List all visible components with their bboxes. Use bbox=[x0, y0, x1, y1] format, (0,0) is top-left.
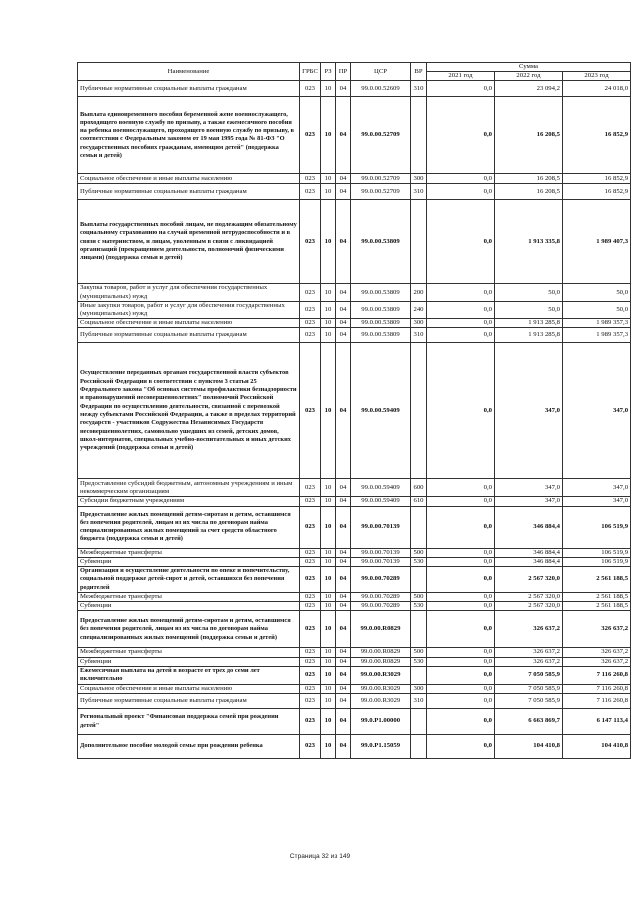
row-vr bbox=[411, 343, 427, 479]
row-value-2022: 346 884,4 bbox=[495, 548, 563, 557]
row-pr: 04 bbox=[336, 174, 351, 184]
row-rz: 10 bbox=[321, 284, 336, 301]
row-rz: 10 bbox=[321, 593, 336, 602]
row-name: Предоставление жилых помещений детям-сиротам и детям, оставшимся без попечения родителей, лицам из их числа по договорам найма специализированных жилых помещений за счет средств областного бюджета (поддержка семьи и детей) bbox=[78, 506, 300, 548]
row-value-2021: 0,0 bbox=[427, 497, 495, 506]
row-value-2022: 2 567 320,0 bbox=[495, 602, 563, 611]
row-name: Межбюджетные трансферты bbox=[78, 548, 300, 557]
row-rz: 10 bbox=[321, 328, 336, 343]
row-value-2023: 16 852,9 bbox=[563, 174, 631, 184]
row-value-2021: 0,0 bbox=[427, 657, 495, 666]
row-grbs: 023 bbox=[300, 666, 321, 684]
row-vr: 200 bbox=[411, 284, 427, 301]
table-row bbox=[78, 611, 631, 648]
row-name: Ежемесячная выплата на детей в возрасте от трех до семи лет включительно bbox=[78, 666, 300, 684]
row-grbs: 023 bbox=[300, 611, 321, 648]
row-rz: 10 bbox=[321, 735, 336, 759]
row-value-2023: 24 018,0 bbox=[563, 81, 631, 97]
row-pr: 04 bbox=[336, 200, 351, 284]
row-value-2021: 0,0 bbox=[427, 479, 495, 497]
row-name: Иные закупки товаров, работ и услуг для обеспечения государственных (муниципальных) нужд bbox=[78, 301, 300, 318]
row-grbs: 023 bbox=[300, 301, 321, 318]
header-csr: ЦСР bbox=[351, 63, 411, 81]
row-name: Субсидии бюджетным учреждениям bbox=[78, 497, 300, 506]
row-grbs: 023 bbox=[300, 694, 321, 709]
row-value-2022: 23 094,2 bbox=[495, 81, 563, 97]
row-grbs: 023 bbox=[300, 548, 321, 557]
row-pr: 04 bbox=[336, 648, 351, 657]
row-value-2023: 326 637,2 bbox=[563, 611, 631, 648]
table-row bbox=[78, 666, 631, 684]
row-rz: 10 bbox=[321, 343, 336, 479]
row-vr: 310 bbox=[411, 328, 427, 343]
row-name: Субвенции bbox=[78, 602, 300, 611]
row-pr: 04 bbox=[336, 557, 351, 566]
row-value-2022: 347,0 bbox=[495, 343, 563, 479]
table-row bbox=[78, 567, 631, 593]
table-row bbox=[78, 709, 631, 735]
row-vr bbox=[411, 567, 427, 593]
table-row bbox=[78, 593, 631, 602]
row-value-2023: 1 989 357,3 bbox=[563, 319, 631, 328]
row-grbs: 023 bbox=[300, 174, 321, 184]
row-value-2021: 0,0 bbox=[427, 301, 495, 318]
row-rz: 10 bbox=[321, 648, 336, 657]
row-csr: 99.0.00.R0829 bbox=[351, 648, 411, 657]
row-grbs: 023 bbox=[300, 97, 321, 174]
row-grbs: 023 bbox=[300, 81, 321, 97]
row-pr: 04 bbox=[336, 694, 351, 709]
row-grbs: 023 bbox=[300, 319, 321, 328]
row-name: Публичные нормативные социальные выплаты гражданам bbox=[78, 184, 300, 200]
row-grbs: 023 bbox=[300, 328, 321, 343]
row-value-2021: 0,0 bbox=[427, 602, 495, 611]
row-value-2022: 104 410,8 bbox=[495, 735, 563, 759]
row-pr: 04 bbox=[336, 81, 351, 97]
row-csr: 99.0.00.70289 bbox=[351, 567, 411, 593]
row-value-2021: 0,0 bbox=[427, 694, 495, 709]
header-pr: ПР bbox=[336, 63, 351, 81]
row-csr: 99.0.00.70139 bbox=[351, 548, 411, 557]
row-value-2021: 0,0 bbox=[427, 593, 495, 602]
row-csr: 99.0.00.R3029 bbox=[351, 666, 411, 684]
row-value-2023: 16 852,9 bbox=[563, 97, 631, 174]
row-rz: 10 bbox=[321, 709, 336, 735]
row-name: Межбюджетные трансферты bbox=[78, 648, 300, 657]
row-grbs: 023 bbox=[300, 735, 321, 759]
row-vr bbox=[411, 666, 427, 684]
row-name: Осуществление переданных органам государственной власти субъектов Российской Федерации в соответствии с пунктом 3 статьи 25 Федерального закона "Об основах системы профилактики безнадзорности и правонарушений несовершеннолетних" полномочий Российской Федерации по осуществлению деятельности, связанной с перевозкой между субъектами Российской Федерации, а также в пределах территорий государств - участников Содружества Независимых Государств несовершеннолетних, самовольно ушедших из семей, детских домов, школ-интернатов, специальных учебно-воспитательных и иных детских учреждений (поддержка семьи и детей) bbox=[78, 343, 300, 479]
row-name: Субвенции bbox=[78, 557, 300, 566]
row-name: Выплаты государственных пособий лицам, не подлежащим обязательному социальному страхованию на случай временной нетрудоспособности и в связи с материнством, и лицам, уволенным в связи с ликвидацией организаций (прекращением деятельности, полномочий физическими лицами) (поддержка семьи и детей) bbox=[78, 200, 300, 284]
row-value-2021: 0,0 bbox=[427, 684, 495, 693]
row-value-2023: 347,0 bbox=[563, 479, 631, 497]
row-name: Публичные нормативные социальные выплаты гражданам bbox=[78, 328, 300, 343]
row-csr: 99.0.00.70139 bbox=[351, 557, 411, 566]
table-row bbox=[78, 648, 631, 657]
row-name: Публичные нормативные социальные выплаты гражданам bbox=[78, 81, 300, 97]
table-row bbox=[78, 479, 631, 497]
row-pr: 04 bbox=[336, 284, 351, 301]
row-pr: 04 bbox=[336, 97, 351, 174]
row-value-2022: 7 050 585,9 bbox=[495, 694, 563, 709]
row-value-2022: 347,0 bbox=[495, 479, 563, 497]
table-row bbox=[78, 184, 631, 200]
row-value-2022: 50,0 bbox=[495, 301, 563, 318]
row-value-2023: 7 116 260,8 bbox=[563, 694, 631, 709]
row-csr: 99.0.00.59409 bbox=[351, 497, 411, 506]
row-value-2021: 0,0 bbox=[427, 97, 495, 174]
row-grbs: 023 bbox=[300, 567, 321, 593]
table-row bbox=[78, 735, 631, 759]
header-grbs: ГРБС bbox=[300, 63, 321, 81]
row-value-2021: 0,0 bbox=[427, 284, 495, 301]
row-vr: 310 bbox=[411, 694, 427, 709]
row-value-2021: 0,0 bbox=[427, 81, 495, 97]
row-grbs: 023 bbox=[300, 648, 321, 657]
table-row bbox=[78, 301, 631, 318]
row-pr: 04 bbox=[336, 735, 351, 759]
row-rz: 10 bbox=[321, 548, 336, 557]
row-value-2023: 326 637,2 bbox=[563, 657, 631, 666]
row-name: Публичные нормативные социальные выплаты гражданам bbox=[78, 694, 300, 709]
row-vr bbox=[411, 735, 427, 759]
row-vr: 300 bbox=[411, 319, 427, 328]
row-value-2023: 106 519,9 bbox=[563, 506, 631, 548]
row-name: Предоставление субсидий бюджетным, автономным учреждениям и иным некоммерческим организациям bbox=[78, 479, 300, 497]
row-value-2021: 0,0 bbox=[427, 648, 495, 657]
row-value-2021: 0,0 bbox=[427, 506, 495, 548]
row-vr: 600 bbox=[411, 479, 427, 497]
row-csr: 99.0.00.R3029 bbox=[351, 684, 411, 693]
row-pr: 04 bbox=[336, 666, 351, 684]
row-rz: 10 bbox=[321, 694, 336, 709]
row-csr: 99.0.00.53809 bbox=[351, 200, 411, 284]
table-row bbox=[78, 602, 631, 611]
row-value-2022: 6 663 869,7 bbox=[495, 709, 563, 735]
table-row bbox=[78, 684, 631, 693]
row-value-2022: 16 208,5 bbox=[495, 97, 563, 174]
row-csr: 99.0.00.59409 bbox=[351, 343, 411, 479]
row-vr: 310 bbox=[411, 184, 427, 200]
header-year-2023: 2023 год bbox=[563, 72, 631, 81]
row-value-2022: 346 884,4 bbox=[495, 557, 563, 566]
row-value-2022: 347,0 bbox=[495, 497, 563, 506]
row-rz: 10 bbox=[321, 174, 336, 184]
row-name: Социальное обеспечение и иные выплаты населению bbox=[78, 684, 300, 693]
row-vr bbox=[411, 506, 427, 548]
table-row bbox=[78, 81, 631, 97]
row-vr: 500 bbox=[411, 593, 427, 602]
row-csr: 99.0.P1.15059 bbox=[351, 735, 411, 759]
row-csr: 99.0.00.R3029 bbox=[351, 694, 411, 709]
header-name: Наименование bbox=[78, 63, 300, 81]
row-rz: 10 bbox=[321, 567, 336, 593]
row-grbs: 023 bbox=[300, 557, 321, 566]
row-rz: 10 bbox=[321, 497, 336, 506]
row-value-2021: 0,0 bbox=[427, 343, 495, 479]
row-value-2023: 347,0 bbox=[563, 343, 631, 479]
row-pr: 04 bbox=[336, 184, 351, 200]
row-value-2023: 104 410,8 bbox=[563, 735, 631, 759]
table-row bbox=[78, 328, 631, 343]
row-rz: 10 bbox=[321, 301, 336, 318]
row-value-2022: 1 913 335,8 bbox=[495, 200, 563, 284]
row-value-2022: 16 208,5 bbox=[495, 184, 563, 200]
table-row bbox=[78, 174, 631, 184]
row-csr: 99.0.P1.00000 bbox=[351, 709, 411, 735]
row-rz: 10 bbox=[321, 81, 336, 97]
row-name: Выплата единовременного пособия беременной жене военнослужащего, проходящего военную службу по призыву, а также ежемесячного пособия на ребенка военнослужащего, проходящего военную службу по призыву, в соответствии с Федеральным законом от 19 мая 1995 года № 81-ФЗ "О государственных пособиях гражданам, имеющим детей" (поддержка семьи и детей) bbox=[78, 97, 300, 174]
row-pr: 04 bbox=[336, 301, 351, 318]
row-name: Региональный проект "Финансовая поддержка семей при рождении детей" bbox=[78, 709, 300, 735]
row-pr: 04 bbox=[336, 548, 351, 557]
row-vr bbox=[411, 97, 427, 174]
row-value-2022: 2 567 320,0 bbox=[495, 567, 563, 593]
row-value-2021: 0,0 bbox=[427, 319, 495, 328]
row-vr: 610 bbox=[411, 497, 427, 506]
header-year-2022: 2022 год bbox=[495, 72, 563, 81]
table-row bbox=[78, 506, 631, 548]
row-value-2023: 2 561 188,5 bbox=[563, 593, 631, 602]
row-csr: 99.0.00.59409 bbox=[351, 479, 411, 497]
table-row bbox=[78, 548, 631, 557]
row-value-2023: 6 147 113,4 bbox=[563, 709, 631, 735]
row-value-2023: 106 519,9 bbox=[563, 557, 631, 566]
row-name: Закупка товаров, работ и услуг для обеспечения государственных (муниципальных) нужд bbox=[78, 284, 300, 301]
table-row bbox=[78, 284, 631, 301]
row-rz: 10 bbox=[321, 200, 336, 284]
row-pr: 04 bbox=[336, 611, 351, 648]
row-vr bbox=[411, 200, 427, 284]
row-value-2023: 7 116 260,8 bbox=[563, 666, 631, 684]
row-name: Межбюджетные трансферты bbox=[78, 593, 300, 602]
row-value-2023: 106 519,9 bbox=[563, 548, 631, 557]
row-rz: 10 bbox=[321, 557, 336, 566]
row-value-2023: 16 852,9 bbox=[563, 184, 631, 200]
row-csr: 99.0.00.52709 bbox=[351, 184, 411, 200]
row-grbs: 023 bbox=[300, 200, 321, 284]
row-pr: 04 bbox=[336, 657, 351, 666]
row-value-2021: 0,0 bbox=[427, 174, 495, 184]
row-grbs: 023 bbox=[300, 497, 321, 506]
row-rz: 10 bbox=[321, 479, 336, 497]
row-value-2021: 0,0 bbox=[427, 328, 495, 343]
table-row bbox=[78, 497, 631, 506]
row-csr: 99.0.00.52709 bbox=[351, 97, 411, 174]
row-name: Дополнительное пособие молодой семье при рождении ребенка bbox=[78, 735, 300, 759]
row-pr: 04 bbox=[336, 479, 351, 497]
row-value-2021: 0,0 bbox=[427, 567, 495, 593]
table-row bbox=[78, 694, 631, 709]
row-value-2021: 0,0 bbox=[427, 184, 495, 200]
table-row bbox=[78, 97, 631, 174]
row-vr: 310 bbox=[411, 81, 427, 97]
row-csr: 99.0.00.53809 bbox=[351, 284, 411, 301]
row-vr: 300 bbox=[411, 684, 427, 693]
row-rz: 10 bbox=[321, 506, 336, 548]
table-row bbox=[78, 343, 631, 479]
row-csr: 99.0.00.53809 bbox=[351, 301, 411, 318]
row-value-2022: 346 884,4 bbox=[495, 506, 563, 548]
row-value-2022: 16 208,5 bbox=[495, 174, 563, 184]
row-value-2022: 1 913 285,8 bbox=[495, 319, 563, 328]
row-name: Организация и осуществление деятельности по опеке и попечительству, социальной поддержке детей-сирот и детей, оставшихся без попечения родителей bbox=[78, 567, 300, 593]
row-name: Предоставление жилых помещений детям-сиротам и детям, оставшимся без попечения родителей, лицам из их числа по договорам найма специализированных жилых помещений (поддержка семьи и детей) bbox=[78, 611, 300, 648]
row-value-2022: 2 567 320,0 bbox=[495, 593, 563, 602]
row-pr: 04 bbox=[336, 343, 351, 479]
row-csr: 99.0.00.70289 bbox=[351, 593, 411, 602]
row-grbs: 023 bbox=[300, 657, 321, 666]
row-pr: 04 bbox=[336, 506, 351, 548]
row-grbs: 023 bbox=[300, 184, 321, 200]
row-rz: 10 bbox=[321, 319, 336, 328]
row-rz: 10 bbox=[321, 611, 336, 648]
row-vr: 500 bbox=[411, 548, 427, 557]
row-csr: 99.0.00.53809 bbox=[351, 319, 411, 328]
row-vr: 530 bbox=[411, 602, 427, 611]
row-value-2022: 326 637,2 bbox=[495, 648, 563, 657]
row-value-2023: 50,0 bbox=[563, 301, 631, 318]
row-value-2023: 2 561 188,5 bbox=[563, 602, 631, 611]
row-value-2023: 347,0 bbox=[563, 497, 631, 506]
row-value-2022: 326 637,2 bbox=[495, 657, 563, 666]
row-vr bbox=[411, 709, 427, 735]
table-row bbox=[78, 657, 631, 666]
row-rz: 10 bbox=[321, 666, 336, 684]
row-pr: 04 bbox=[336, 684, 351, 693]
row-value-2021: 0,0 bbox=[427, 557, 495, 566]
table-row bbox=[78, 557, 631, 566]
row-csr: 99.0.00.52709 bbox=[351, 174, 411, 184]
row-value-2023: 326 637,2 bbox=[563, 648, 631, 657]
budget-table bbox=[77, 62, 631, 759]
header-vr: ВР bbox=[411, 63, 427, 81]
row-grbs: 023 bbox=[300, 684, 321, 693]
row-value-2022: 7 050 585,9 bbox=[495, 684, 563, 693]
row-rz: 10 bbox=[321, 602, 336, 611]
row-value-2023: 1 989 407,3 bbox=[563, 200, 631, 284]
row-csr: 99.0.00.70139 bbox=[351, 506, 411, 548]
row-pr: 04 bbox=[336, 319, 351, 328]
row-rz: 10 bbox=[321, 97, 336, 174]
row-value-2022: 50,0 bbox=[495, 284, 563, 301]
row-value-2023: 1 989 357,3 bbox=[563, 328, 631, 343]
row-vr: 530 bbox=[411, 557, 427, 566]
row-value-2021: 0,0 bbox=[427, 200, 495, 284]
header-sum: Сумма bbox=[427, 63, 631, 72]
row-vr: 240 bbox=[411, 301, 427, 318]
row-value-2021: 0,0 bbox=[427, 666, 495, 684]
row-csr: 99.0.00.70289 bbox=[351, 602, 411, 611]
row-value-2021: 0,0 bbox=[427, 611, 495, 648]
row-value-2022: 1 913 285,8 bbox=[495, 328, 563, 343]
row-name: Субвенции bbox=[78, 657, 300, 666]
row-rz: 10 bbox=[321, 684, 336, 693]
row-grbs: 023 bbox=[300, 593, 321, 602]
row-csr: 99.0.00.53809 bbox=[351, 328, 411, 343]
row-grbs: 023 bbox=[300, 602, 321, 611]
row-vr: 530 bbox=[411, 657, 427, 666]
row-pr: 04 bbox=[336, 328, 351, 343]
row-value-2023: 50,0 bbox=[563, 284, 631, 301]
row-csr: 99.0.00.52609 bbox=[351, 81, 411, 97]
header-year-2021: 2021 год bbox=[427, 72, 495, 81]
row-vr: 500 bbox=[411, 648, 427, 657]
row-grbs: 023 bbox=[300, 343, 321, 479]
row-value-2021: 0,0 bbox=[427, 548, 495, 557]
row-value-2023: 7 116 260,8 bbox=[563, 684, 631, 693]
row-vr: 300 bbox=[411, 174, 427, 184]
header-rz: РЗ bbox=[321, 63, 336, 81]
page-number: Страница 32 из 149 bbox=[289, 853, 351, 860]
row-vr bbox=[411, 611, 427, 648]
table-row bbox=[78, 319, 631, 328]
row-pr: 04 bbox=[336, 497, 351, 506]
row-pr: 04 bbox=[336, 709, 351, 735]
row-grbs: 023 bbox=[300, 479, 321, 497]
row-grbs: 023 bbox=[300, 709, 321, 735]
row-rz: 10 bbox=[321, 184, 336, 200]
row-value-2022: 326 637,2 bbox=[495, 611, 563, 648]
table-row bbox=[78, 200, 631, 284]
table-body bbox=[78, 81, 631, 759]
row-pr: 04 bbox=[336, 567, 351, 593]
row-pr: 04 bbox=[336, 593, 351, 602]
row-grbs: 023 bbox=[300, 506, 321, 548]
row-csr: 99.0.00.R0829 bbox=[351, 611, 411, 648]
row-value-2021: 0,0 bbox=[427, 709, 495, 735]
row-pr: 04 bbox=[336, 602, 351, 611]
row-value-2021: 0,0 bbox=[427, 735, 495, 759]
table-header bbox=[78, 63, 631, 81]
row-name: Социальное обеспечение и иные выплаты населению bbox=[78, 174, 300, 184]
row-csr: 99.0.00.R0829 bbox=[351, 657, 411, 666]
row-name: Социальное обеспечение и иные выплаты населению bbox=[78, 319, 300, 328]
row-value-2023: 2 561 188,5 bbox=[563, 567, 631, 593]
row-rz: 10 bbox=[321, 657, 336, 666]
row-grbs: 023 bbox=[300, 284, 321, 301]
row-value-2022: 7 050 585,9 bbox=[495, 666, 563, 684]
